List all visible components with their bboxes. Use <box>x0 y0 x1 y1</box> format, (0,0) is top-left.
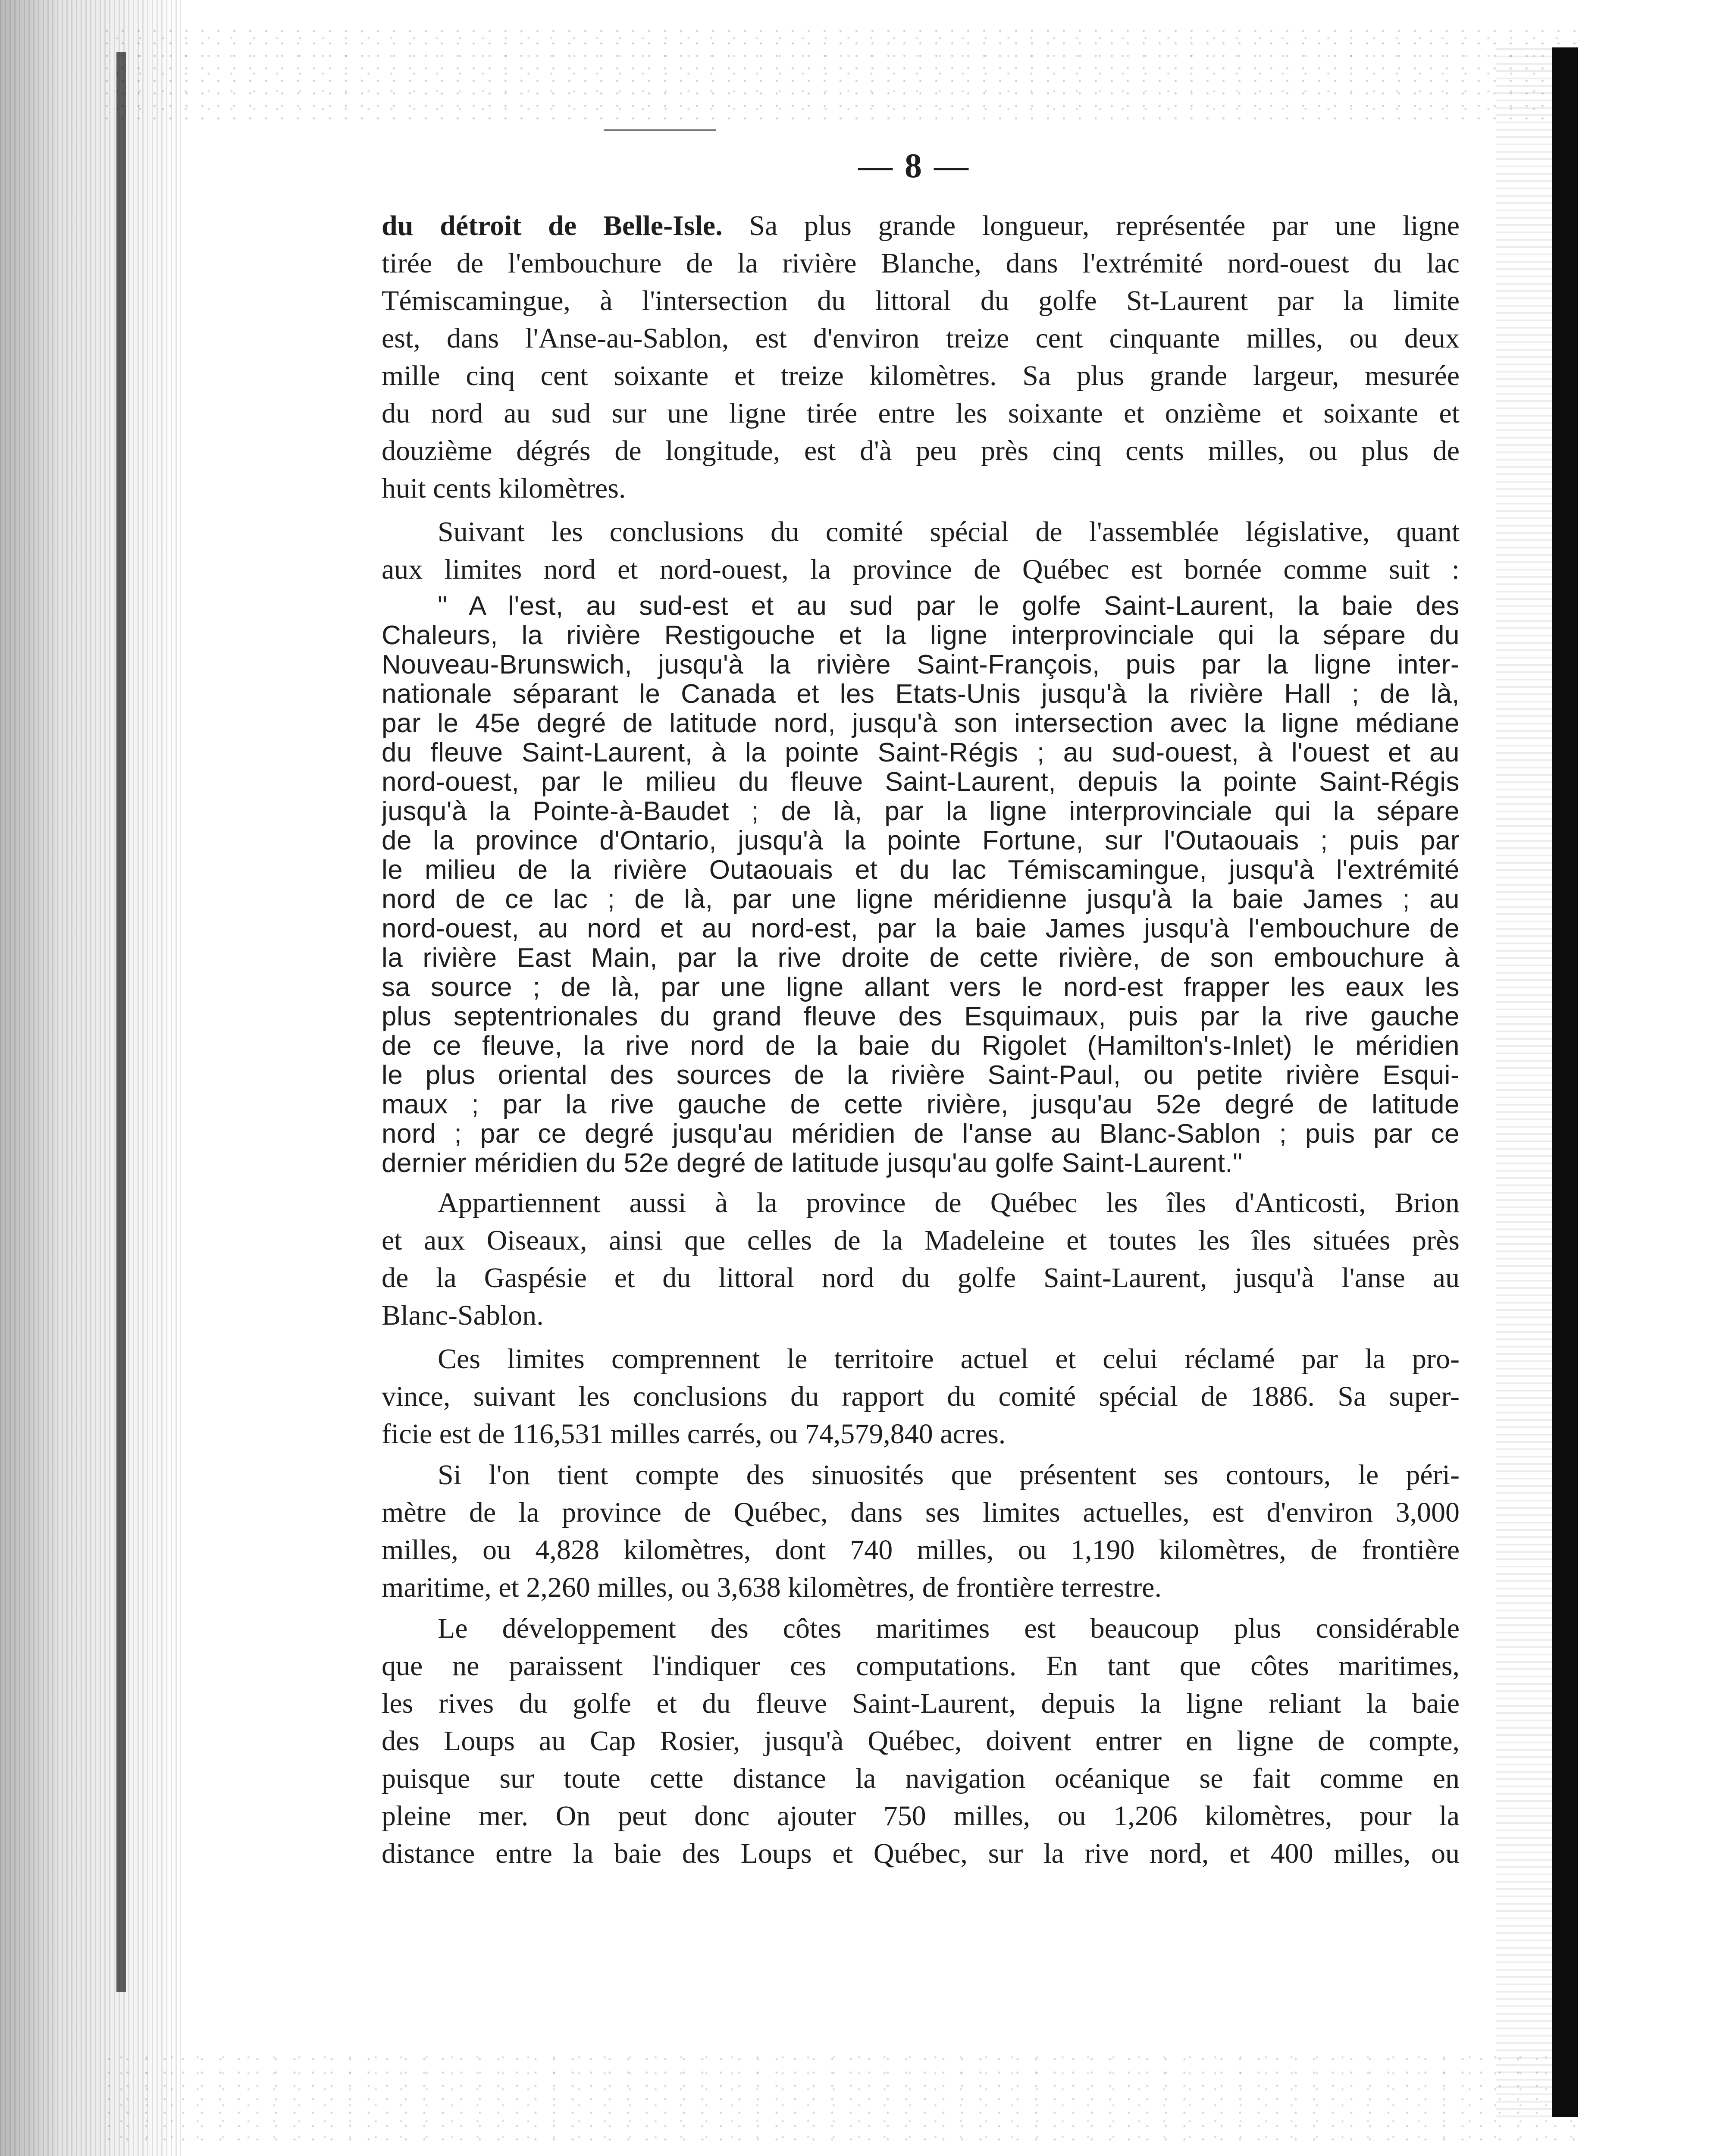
scan-top-noise <box>103 26 1578 125</box>
text-line: sa source ; de là, par une ligne allant vers le nord-est frapper les eaux les <box>382 973 1460 1002</box>
text-line: mille cinq cent soixante et treize kilomètres. Sa plus grande largeur, mesurée <box>382 360 1460 392</box>
text-line: douzième dégrés de longitude, est d'à peu près cinq cents milles, ou plus de <box>382 435 1460 467</box>
document-body <box>382 207 1460 1876</box>
text-line: les rives du golfe et du fleuve Saint-Laurent, depuis la ligne reliant la baie <box>382 1688 1460 1719</box>
text-line: ficie est de 116,531 milles carrés, ou 74,579,840 acres. <box>382 1418 1006 1450</box>
text-line: et aux Oiseaux, ainsi que celles de la Madeleine et toutes les îles situées près <box>382 1225 1460 1256</box>
text-line: Ces limites comprennent le territoire actuel et celui réclamé par la pro- <box>438 1343 1460 1375</box>
lead-in-text: du détroit de Belle-Isle. <box>382 210 723 241</box>
scan-right-noise <box>1496 47 1552 2117</box>
text-line: de ce fleuve, la rive nord de la baie du Rigolet (Hamilton's-Inlet) le méridien <box>382 1031 1460 1061</box>
text-line: par le 45e degré de latitude nord, jusqu'à son intersection avec la ligne médiane <box>382 709 1460 738</box>
text-line: milles, ou 4,828 kilomètres, dont 740 milles, ou 1,190 kilomètres, de frontière <box>382 1534 1460 1566</box>
text-line: du détroit de Belle-Isle. Sa plus grande longueur, représentée par une ligne <box>382 210 1460 241</box>
text-line: du nord au sud sur une ligne tirée entre les soixante et onzième et soixante et <box>382 398 1460 429</box>
text-line: " A l'est, au sud-est et au sud par le golfe Saint-Laurent, la baie des <box>438 592 1460 621</box>
text-line: nord-ouest, au nord et au nord-est, par la baie James jusqu'à l'embouchure de <box>382 914 1460 943</box>
text-line: Si l'on tient compte des sinuosités que présentent ses contours, le péri- <box>438 1459 1460 1491</box>
paragraph-4 <box>382 1340 1460 1453</box>
text-line: mètre de la province de Québec, dans ses limites actuelles, est d'environ 3,000 <box>382 1497 1460 1528</box>
scan-right-black-border <box>1552 47 1578 2117</box>
scan-bottom-noise <box>103 2053 1578 2147</box>
text-line: dernier méridien du 52e degré de latitude jusqu'au golfe Saint-Laurent." <box>382 1149 1243 1178</box>
text-line: plus septentrionales du grand fleuve des Esquimaux, puis par la rive gauche <box>382 1002 1460 1031</box>
scan-left-margin-shadow <box>0 0 181 2156</box>
text-line: distance entre la baie des Loups et Québec, sur la rive nord, et 400 milles, ou <box>382 1838 1460 1869</box>
text-line: maritime, et 2,260 milles, ou 3,638 kilomètres, de frontière terrestre. <box>382 1572 1162 1603</box>
paragraph-5 <box>382 1456 1460 1606</box>
scan-binding-edge <box>116 52 126 1992</box>
text-line: aux limites nord et nord-ouest, la province de Québec est bornée comme suit : <box>382 554 1460 585</box>
text-line: de la Gaspésie et du littoral nord du golfe Saint-Laurent, jusqu'à l'anse au <box>382 1262 1460 1294</box>
text-line: est, dans l'Anse-au-Sablon, est d'environ treize cent cinquante milles, ou deux <box>382 323 1460 354</box>
paragraph-6 <box>382 1610 1460 1872</box>
text-line: tirée de l'embouchure de la rivière Blanche, dans l'extrémité nord-ouest du lac <box>382 248 1460 279</box>
text-line: Le développement des côtes maritimes est beaucoup plus considérable <box>438 1613 1460 1644</box>
text-line: Appartiennent aussi à la province de Québec les îles d'Anticosti, Brion <box>438 1187 1460 1219</box>
boundary-quotation <box>382 592 1460 1178</box>
page-number: — 8 — <box>858 147 970 185</box>
paragraph-3 <box>382 1184 1460 1334</box>
header-rule <box>604 129 716 131</box>
text-line: huit cents kilomètres. <box>382 473 626 504</box>
text-line: de la province d'Ontario, jusqu'à la pointe Fortune, sur l'Outaouais ; puis par <box>382 826 1460 856</box>
text-line: la rivière East Main, par la rive droite de cette rivière, de son embouchure à <box>382 943 1460 973</box>
paragraph-2 <box>382 513 1460 588</box>
text-line: Chaleurs, la rivière Restigouche et la ligne interprovinciale qui la sépare du <box>382 621 1460 650</box>
text-line: nord-ouest, par le milieu du fleuve Saint-Laurent, depuis la pointe Saint-Régis <box>382 768 1460 797</box>
text-line: Suivant les conclusions du comité spécial de l'assemblée législative, quant <box>438 516 1460 548</box>
text-line: nord ; par ce degré jusqu'au méridien de l'anse au Blanc-Sablon ; puis par ce <box>382 1119 1460 1149</box>
text-line: des Loups au Cap Rosier, jusqu'à Québec, doivent entrer en ligne de compte, <box>382 1725 1460 1757</box>
text-line: jusqu'à la Pointe-à-Baudet ; de là, par la ligne interprovinciale qui la sépare <box>382 797 1460 826</box>
text-line: que ne paraissent l'indiquer ces computations. En tant que côtes maritimes, <box>382 1650 1460 1682</box>
text-line: Blanc-Sablon. <box>382 1300 544 1331</box>
text-line: Témiscamingue, à l'intersection du littoral du golfe St-Laurent par la limite <box>382 285 1460 317</box>
text-line: vince, suivant les conclusions du rapport du comité spécial de 1886. Sa super- <box>382 1381 1460 1412</box>
text-line: puisque sur toute cette distance la navigation océanique se fait comme en <box>382 1763 1460 1794</box>
text-line: le milieu de la rivière Outaouais et du lac Témiscamingue, jusqu'à l'extrémité <box>382 856 1460 885</box>
text-line: du fleuve Saint-Laurent, à la pointe Saint-Régis ; au sud-ouest, à l'ouest et au <box>382 738 1460 768</box>
text-line: nationale séparant le Canada et les Etats-Unis jusqu'à la rivière Hall ; de là, <box>382 680 1460 709</box>
text-line: le plus oriental des sources de la rivière Saint-Paul, ou petite rivière Esqui- <box>382 1061 1460 1090</box>
text-line: pleine mer. On peut donc ajouter 750 milles, ou 1,206 kilomètres, pour la <box>382 1800 1460 1832</box>
text-line: nord de ce lac ; de là, par une ligne méridienne jusqu'à la baie James ; au <box>382 885 1460 914</box>
paragraph-1 <box>382 207 1460 507</box>
text-line: maux ; par la rive gauche de cette rivière, jusqu'au 52e degré de latitude <box>382 1090 1460 1119</box>
text-line: Nouveau-Brunswich, jusqu'à la rivière Saint-François, puis par la ligne inter- <box>382 650 1460 680</box>
